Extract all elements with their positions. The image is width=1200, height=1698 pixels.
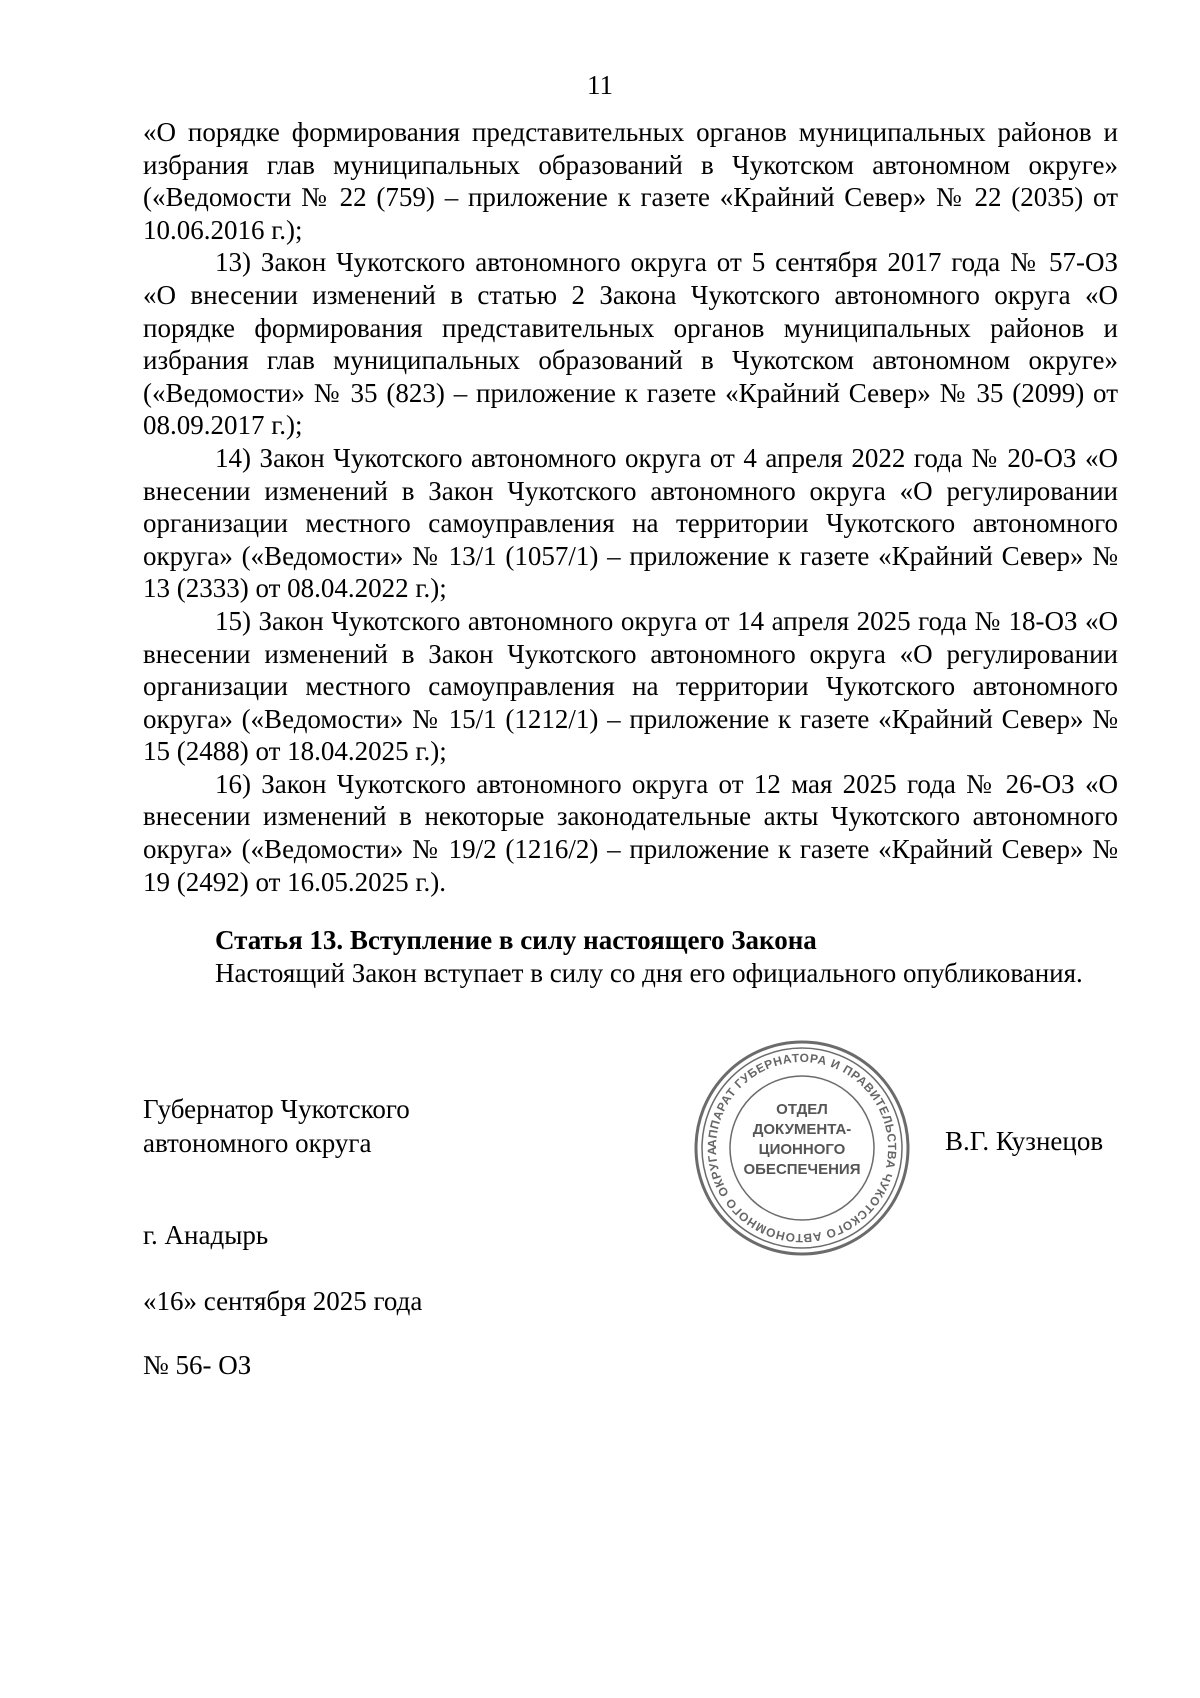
seal-center-text	[692, 1100, 912, 1180]
list-item-16: 16) Закон Чукотского автономного округа от 12 мая 2025 года № 26-ОЗ «О внесении изменений в некоторые законодательные акты Чукотского автономного округа» («Ведомости» № 19/2 (1216/2) – приложение к газете «Крайний Север» № 19 (2492) от 16.05.2025 г.).	[143, 768, 1118, 897]
article-text: Настоящий Закон вступает в силу со дня его официального опубликования.	[215, 957, 1083, 988]
signatory-name: В.Г. Кузнецов	[945, 1126, 1104, 1156]
seal-line-4: ОБЕСПЕЧЕНИЯ	[743, 1161, 861, 1178]
seal-ring-text: АППАРАТ ГУБЕРНАТОРА И ПРАВИТЕЛЬСТВА ЧУКОТСКОГО АВТОНОМНОГО ОКРУГА	[704, 1050, 900, 1246]
list-item-12-tail: «О порядке формирования представительных органов муниципальных районов и избрания глав муниципальных образований в Чукотском автономном округе» («Ведомости № 22 (759) – приложение к газете «Крайний Север» № 22 (2035) от 10.06.2016 г.);	[143, 117, 1118, 245]
page-number: 11	[587, 70, 613, 100]
official-seal	[692, 1038, 912, 1258]
seal-line-1: ОТДЕЛ	[776, 1101, 828, 1118]
list-item-15: 15) Закон Чукотского автономного округа от 14 апреля 2025 года № 18-ОЗ «О внесении изменений в Закон Чукотского автономного округа «О регулировании организации местного самоуправления на территории Чукотского автономного округа» («Ведомости» № 15/1 (1212/1) – приложение к газете «Крайний Север» № 15 (2488) от 18.04.2025 г.);	[143, 605, 1118, 767]
law-list-continuation	[143, 116, 1118, 898]
signatory-title	[143, 1092, 410, 1160]
seal-line-3: ЦИОННОГО	[758, 1141, 846, 1158]
place-of-signing: г. Анадырь	[143, 1220, 269, 1250]
article-heading: Статья 13. Вступление в силу настоящего Закона	[215, 925, 817, 955]
article-13	[143, 924, 1118, 989]
signatory-title-line-2: автономного округа	[143, 1128, 372, 1158]
signing-date: «16» сентября 2025 года	[143, 1286, 423, 1316]
list-item-14: 14) Закон Чукотского автономного округа от 4 апреля 2022 года № 20-ОЗ «О внесении изменений в Закон Чукотского автономного округа «О регулировании организации местного самоуправления на территории Чукотского автономного округа» («Ведомости» № 13/1 (1057/1) – приложение к газете «Крайний Север» № 13 (2333) от 08.04.2022 г.);	[143, 442, 1118, 604]
signatory-title-line-1: Губернатор Чукотского	[143, 1094, 410, 1124]
seal-line-2: ДОКУМЕНТА-	[752, 1121, 852, 1138]
list-item-13: 13) Закон Чукотского автономного округа от 5 сентября 2017 года № 57-ОЗ «О внесении изменений в статью 2 Закона Чукотского автономного округа «О порядке формирования представительных органов муниципальных районов и избрания глав муниципальных образований в Чукотском автономном округе» («Ведомости» № 35 (823) – приложение к газете «Крайний Север» № 35 (2099) от 08.09.2017 г.);	[143, 247, 1118, 441]
law-number: № 56- ОЗ	[143, 1350, 252, 1380]
